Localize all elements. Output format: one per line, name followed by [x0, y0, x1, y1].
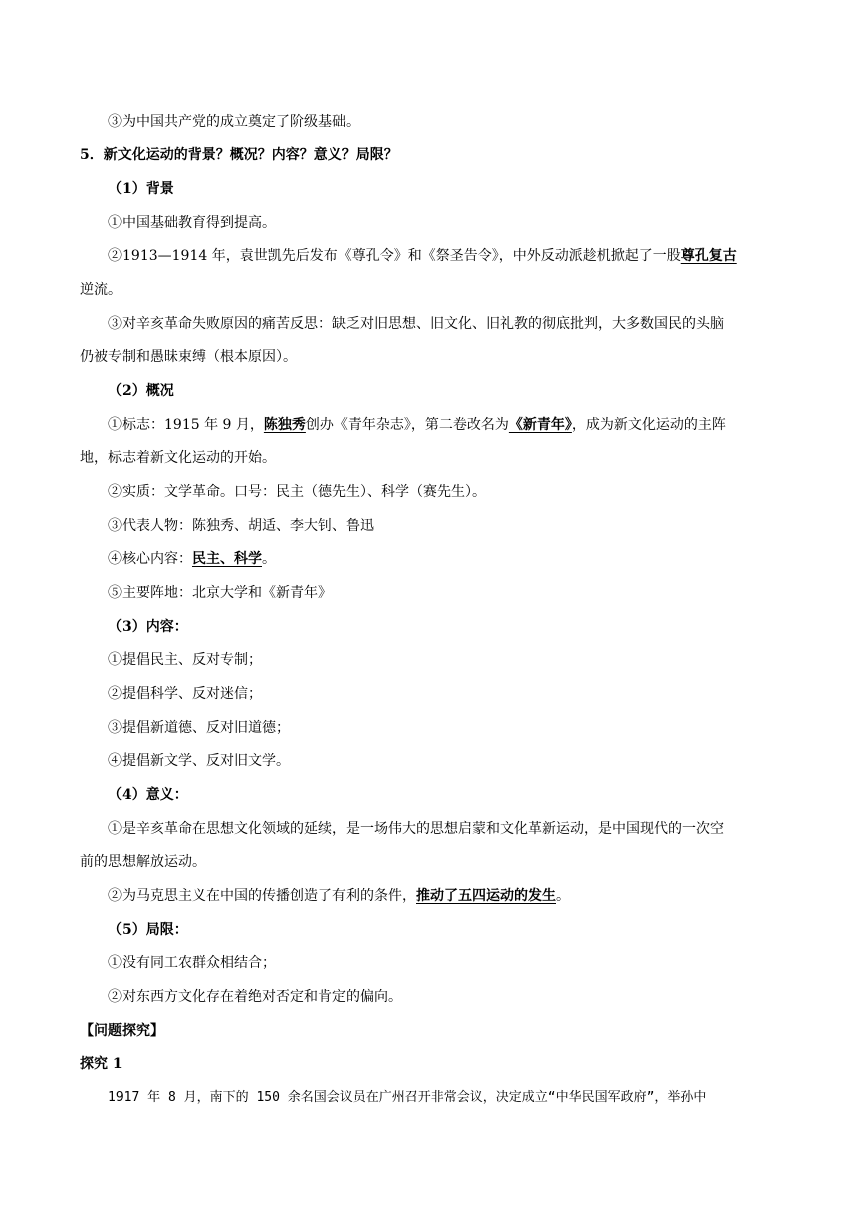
list-item: ④提倡新文学、反对旧文学。 [108, 753, 290, 769]
section-heading: （1）背景 [108, 181, 174, 197]
paragraph: ①中国基础教育得到提高。 [108, 215, 276, 231]
paragraph: ③代表人物：陈独秀、胡适、李大钊、鲁迅 [108, 518, 374, 534]
list-item: ③提倡新道德、反对旧道德； [108, 720, 290, 736]
list-item: ①没有同工农群众相结合； [108, 955, 276, 971]
paragraph: ⑤主要阵地：北京大学和《新青年》 [108, 585, 332, 601]
paragraph: ③为中国共产党的成立奠定了阶级基础。 [108, 114, 360, 130]
explore-subheading: 探究 1 [80, 1056, 123, 1072]
paragraph-continuation: 仍被专制和愚昧束缚（根本原因）。 [80, 349, 297, 365]
list-item: ①提倡民主、反对专制； [108, 652, 262, 668]
emphasis-text: 尊孔复古 [680, 248, 737, 264]
paragraph: ②为马克思主义在中国的传播创造了有利的条件，推动了五四运动的发生。 [108, 888, 570, 904]
section-heading: （2）概况 [108, 383, 174, 399]
emphasis-text: 陈独秀 [263, 417, 306, 433]
emphasis-text: 《新青年》 [508, 417, 572, 433]
paragraph-continuation: 地，标志着新文化运动的开始。 [80, 450, 276, 466]
explore-heading: 【问题探究】 [80, 1023, 164, 1039]
list-item: ②提倡科学、反对迷信； [108, 686, 262, 702]
paragraph: ③对辛亥革命失败原因的痛苦反思：缺乏对旧思想、旧文化、旧礼教的彻底批判，大多数国民的头脑 [108, 316, 724, 332]
section-heading: （3）内容： [108, 619, 188, 635]
question-heading: 5．新文化运动的背景？概况？内容？意义？局限？ [80, 147, 398, 163]
paragraph: ①标志：1915 年 9 月，陈独秀创办《青年杂志》，第二卷改名为《新青年》，成为新文化运动的主阵 [108, 417, 726, 433]
paragraph-continuation: 前的思想解放运动。 [80, 854, 206, 870]
paragraph: ④核心内容：民主、科学。 [108, 551, 276, 567]
paragraph: ②实质：文学革命。口号：民主（德先生）、科学（赛先生）。 [108, 484, 486, 500]
section-heading: （5）局限： [108, 922, 188, 938]
section-heading: （4）意义： [108, 787, 188, 803]
emphasis-text: 民主、科学 [192, 551, 262, 567]
paragraph: ①是辛亥革命在思想文化领域的延续，是一场伟大的思想启蒙和文化革新运动，是中国现代的一次空 [108, 821, 724, 837]
list-item: ②对东西方文化存在着绝对否定和肯定的偏向。 [108, 989, 402, 1005]
paragraph-continuation: 逆流。 [80, 282, 122, 298]
paragraph: 1917 年 8 月，南下的 150 余名国会议员在广州召开非常会议，决定成立“中华民国军政府”，举孙中 [108, 1090, 707, 1105]
emphasis-text: 推动了五四运动的发生 [416, 888, 556, 904]
paragraph: ②1913—1914 年，袁世凯先后发布《尊孔令》和《祭圣告令》，中外反动派趁机掀起了一股尊孔复古 [108, 248, 737, 264]
